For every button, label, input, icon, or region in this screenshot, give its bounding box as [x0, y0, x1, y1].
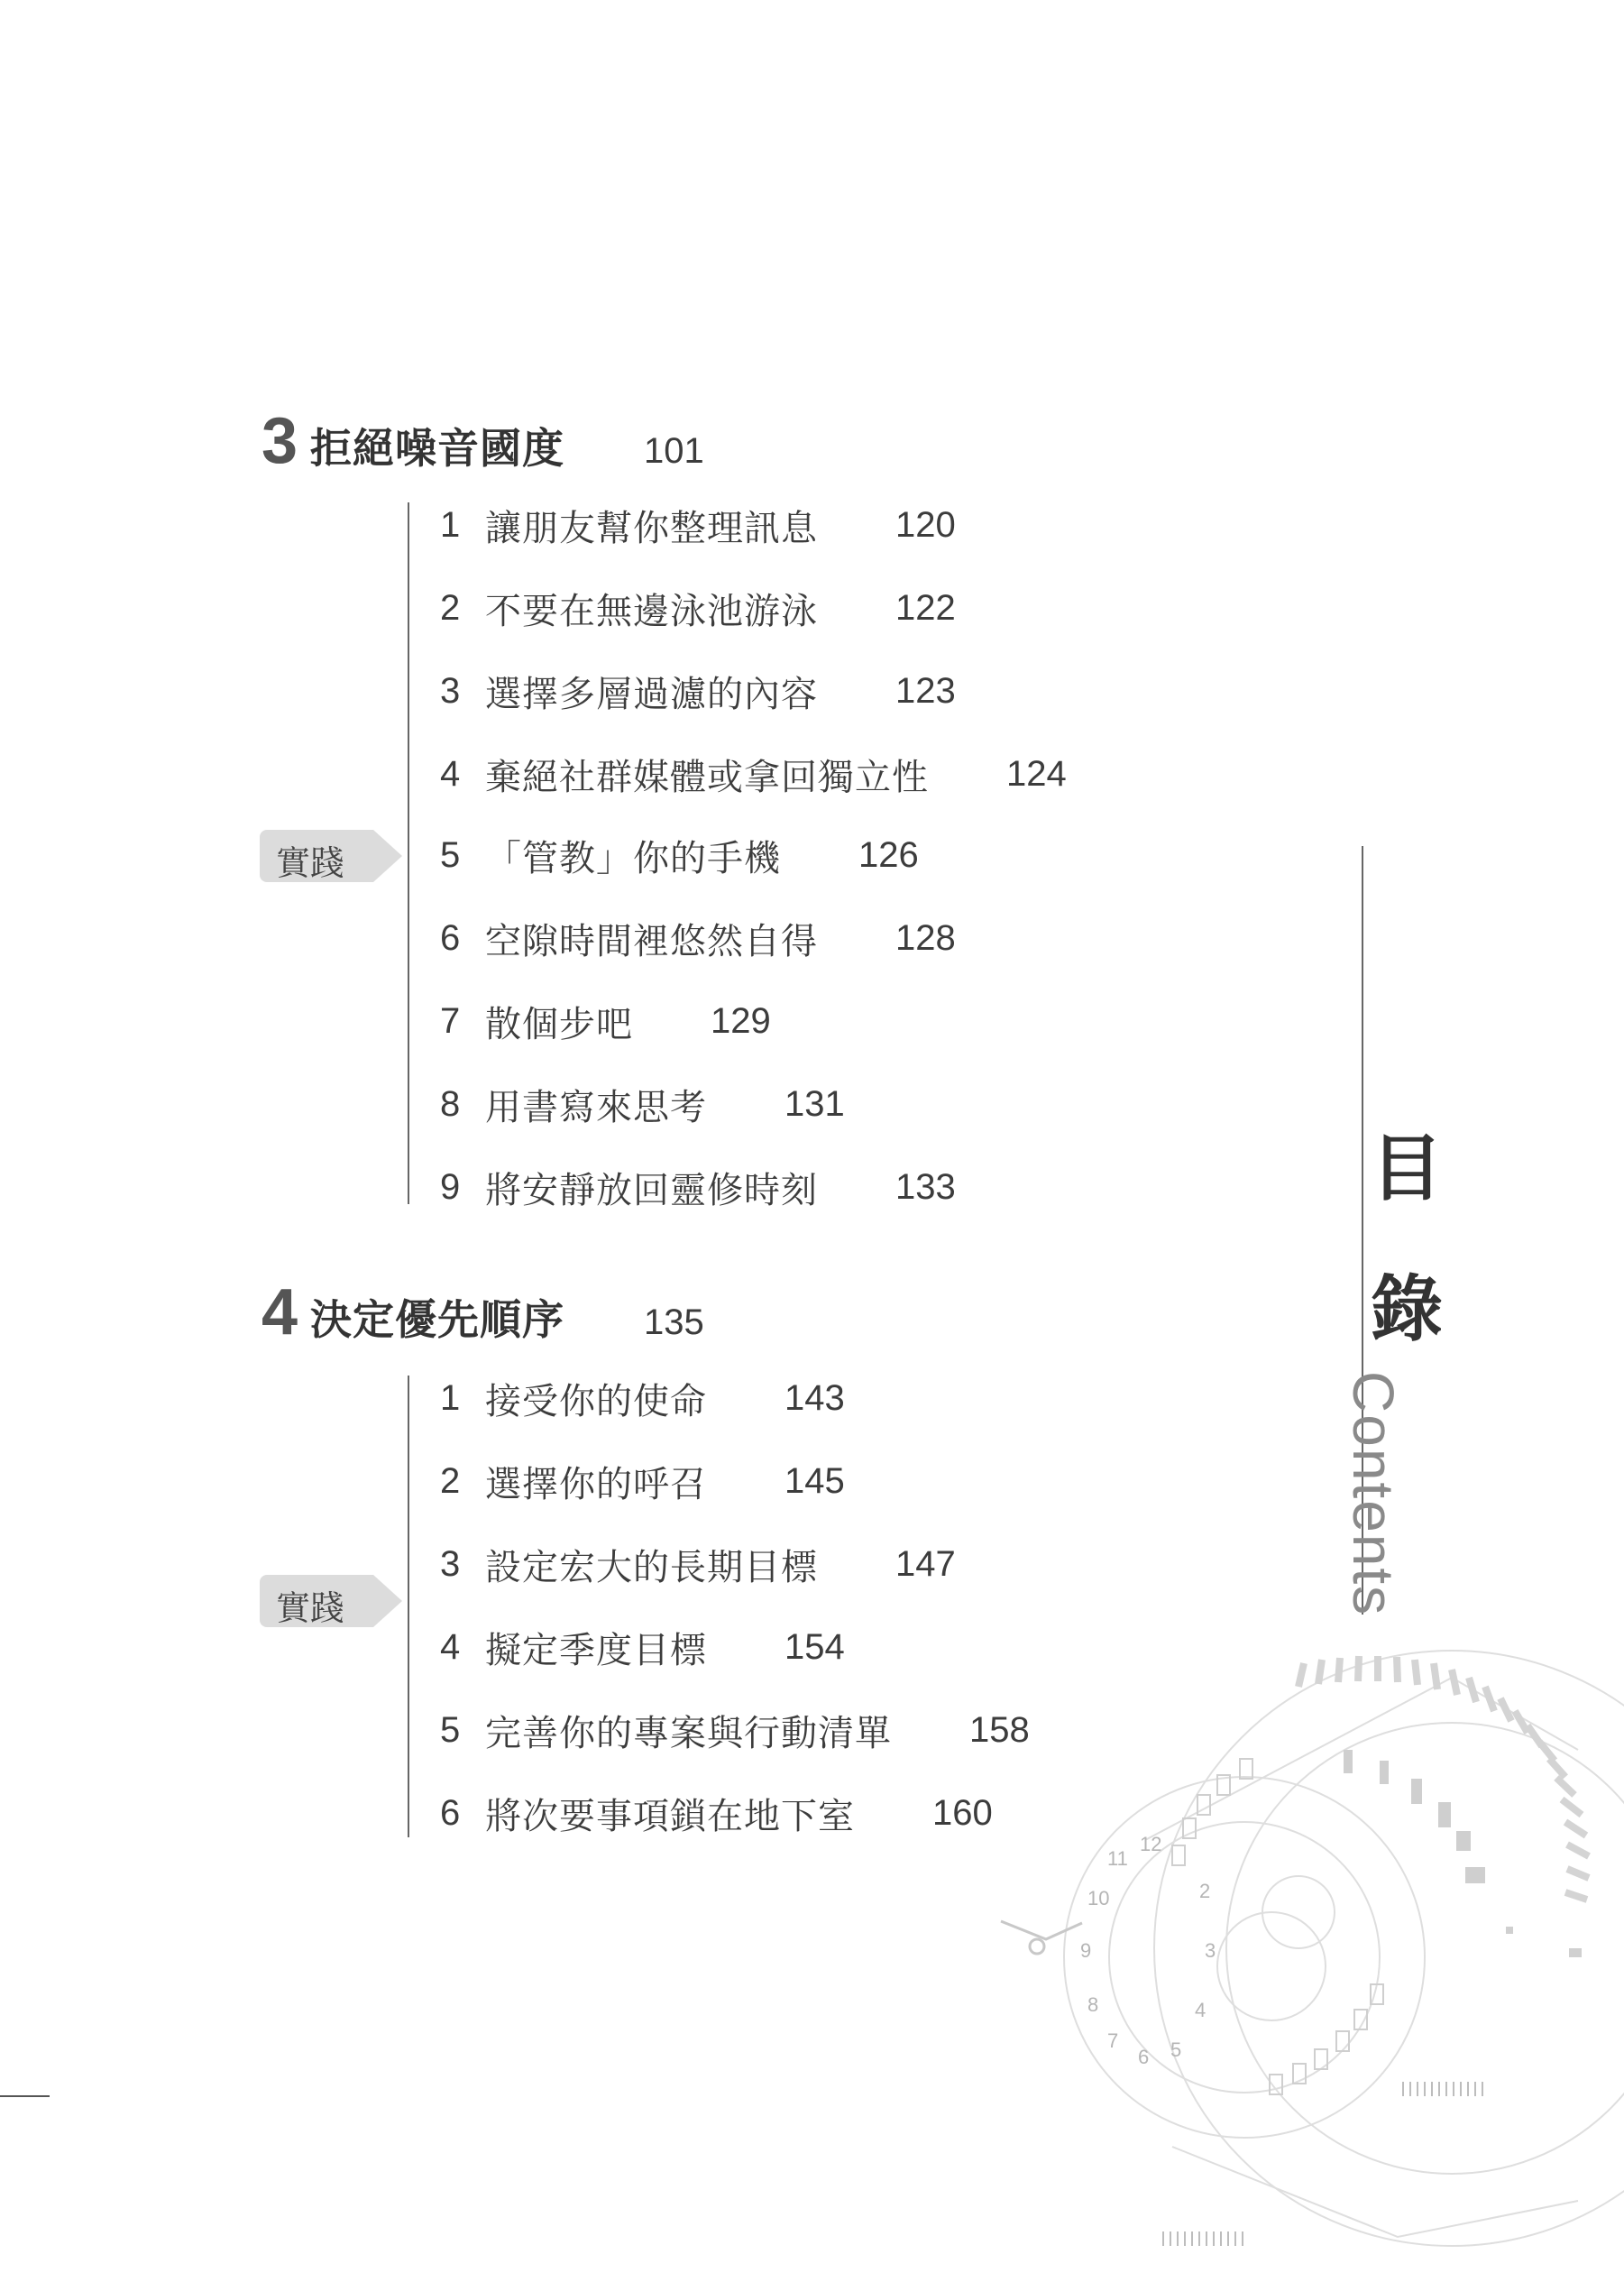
- entry-page-number: 124: [1006, 753, 1067, 794]
- clock-number: 5: [1170, 2038, 1182, 2061]
- chapter-page-number: 101: [644, 431, 704, 471]
- entry-page-number: 120: [895, 504, 956, 545]
- entry-title: 選擇多層過濾的內容: [485, 673, 818, 715]
- entry-number: 5: [440, 1709, 461, 1750]
- entry-page-number: 126: [858, 834, 919, 875]
- toc-entry: [440, 1703, 1030, 1757]
- entry-title: 設定宏大的長期目標: [485, 1546, 818, 1588]
- practice-tag-label: 實踐: [276, 843, 345, 883]
- entry-number: 6: [440, 917, 461, 958]
- entry-title: 「管教」你的手機: [485, 837, 781, 879]
- toc-entry: [440, 1077, 845, 1131]
- entry-page-number: 143: [784, 1377, 845, 1418]
- entry-number: 4: [440, 1626, 461, 1667]
- toc-entry: [440, 994, 771, 1048]
- toc-entry: [440, 1371, 845, 1425]
- toc-entry: [440, 1537, 956, 1591]
- chapter-title: 決定優先順序: [310, 1295, 565, 1344]
- entry-title: 不要在無邊泳池游泳: [485, 590, 818, 632]
- entry-page-number: 129: [711, 1000, 771, 1041]
- entry-title: 散個步吧: [485, 1003, 633, 1045]
- toc-entry: [440, 1160, 956, 1214]
- contents-vertical-text: Contents: [1341, 1371, 1406, 1617]
- toc-entry: [440, 828, 919, 882]
- clock-number: 3: [1205, 1939, 1216, 1962]
- entry-title: 空隙時間裡悠然自得: [485, 920, 818, 962]
- chapter-page-number: 135: [644, 1302, 704, 1342]
- entry-number: 1: [440, 1377, 461, 1418]
- toc-entry: [440, 498, 956, 552]
- entry-page-number: 147: [895, 1543, 956, 1584]
- toc-entry: [440, 581, 956, 635]
- entry-number: 3: [440, 1543, 461, 1584]
- clock-number: 8: [1087, 1993, 1099, 2016]
- chapter-3-heading: [261, 404, 704, 478]
- entry-number: 3: [440, 670, 461, 711]
- entry-page-number: 160: [932, 1792, 993, 1833]
- practice-tag: [260, 1575, 402, 1627]
- entry-title: 完善你的專案與行動清單: [485, 1712, 892, 1754]
- entry-page-number: 131: [784, 1083, 845, 1124]
- entry-number: 2: [440, 1460, 461, 1501]
- toc-entry: [440, 1454, 845, 1508]
- entry-page-number: 122: [895, 587, 956, 628]
- entry-title: 選擇你的呼召: [485, 1463, 707, 1505]
- entry-number: 1: [440, 504, 461, 545]
- clock-number: 9: [1080, 1939, 1092, 1962]
- entry-number: 7: [440, 1000, 461, 1041]
- entry-number: 9: [440, 1166, 461, 1207]
- chapter-4-heading: [261, 1275, 704, 1349]
- entry-title: 棄絕社群媒體或拿回獨立性: [485, 756, 929, 798]
- clock-number: 11: [1107, 1847, 1128, 1870]
- entry-number: 5: [440, 834, 461, 875]
- entry-title: 將次要事項鎖在地下室: [485, 1795, 855, 1837]
- toc-entry: [440, 1786, 993, 1840]
- entry-page-number: 158: [969, 1709, 1030, 1750]
- toc-entry: [440, 1620, 845, 1674]
- chapter-number: 3: [261, 405, 298, 477]
- chapter-3-guide-line: [408, 502, 409, 1204]
- clock-number: 2: [1199, 1880, 1211, 1902]
- entry-title: 讓朋友幫你整理訊息: [485, 507, 818, 549]
- entry-number: 6: [440, 1792, 461, 1833]
- clock-number: 10: [1087, 1887, 1110, 1909]
- clock-number: 12: [1140, 1833, 1162, 1855]
- entry-page-number: 128: [895, 917, 956, 958]
- chapter-title: 拒絕噪音國度: [310, 424, 565, 473]
- entry-page-number: 154: [784, 1626, 845, 1667]
- entry-number: 2: [440, 587, 461, 628]
- clock-gear-decoration-icon: [947, 1569, 1624, 2282]
- entry-title: 接受你的使命: [485, 1380, 707, 1422]
- toc-entry: [440, 664, 956, 718]
- toc-entry: [440, 911, 956, 965]
- entry-page-number: 145: [784, 1460, 845, 1501]
- clock-number: 4: [1195, 1999, 1207, 2021]
- entry-page-number: 123: [895, 670, 956, 711]
- side-title-char-1: 目: [1371, 1127, 1443, 1210]
- clock-number: 7: [1107, 2029, 1119, 2052]
- clock-number: 6: [1138, 2046, 1150, 2068]
- entry-title: 擬定季度目標: [485, 1629, 707, 1671]
- entry-number: 4: [440, 753, 461, 794]
- practice-tag-label: 實踐: [276, 1588, 345, 1628]
- chapter-4-guide-line: [408, 1376, 409, 1837]
- entry-page-number: 133: [895, 1166, 956, 1207]
- entry-title: 用書寫來思考: [485, 1086, 707, 1128]
- entry-number: 8: [440, 1083, 461, 1124]
- chapter-number: 4: [261, 1276, 298, 1348]
- toc-entry: [440, 747, 1067, 801]
- side-title-char-2: 錄: [1371, 1267, 1443, 1351]
- practice-tag: [260, 830, 402, 882]
- entry-title: 將安靜放回靈修時刻: [485, 1169, 818, 1211]
- page-edge-rule: [0, 2095, 50, 2097]
